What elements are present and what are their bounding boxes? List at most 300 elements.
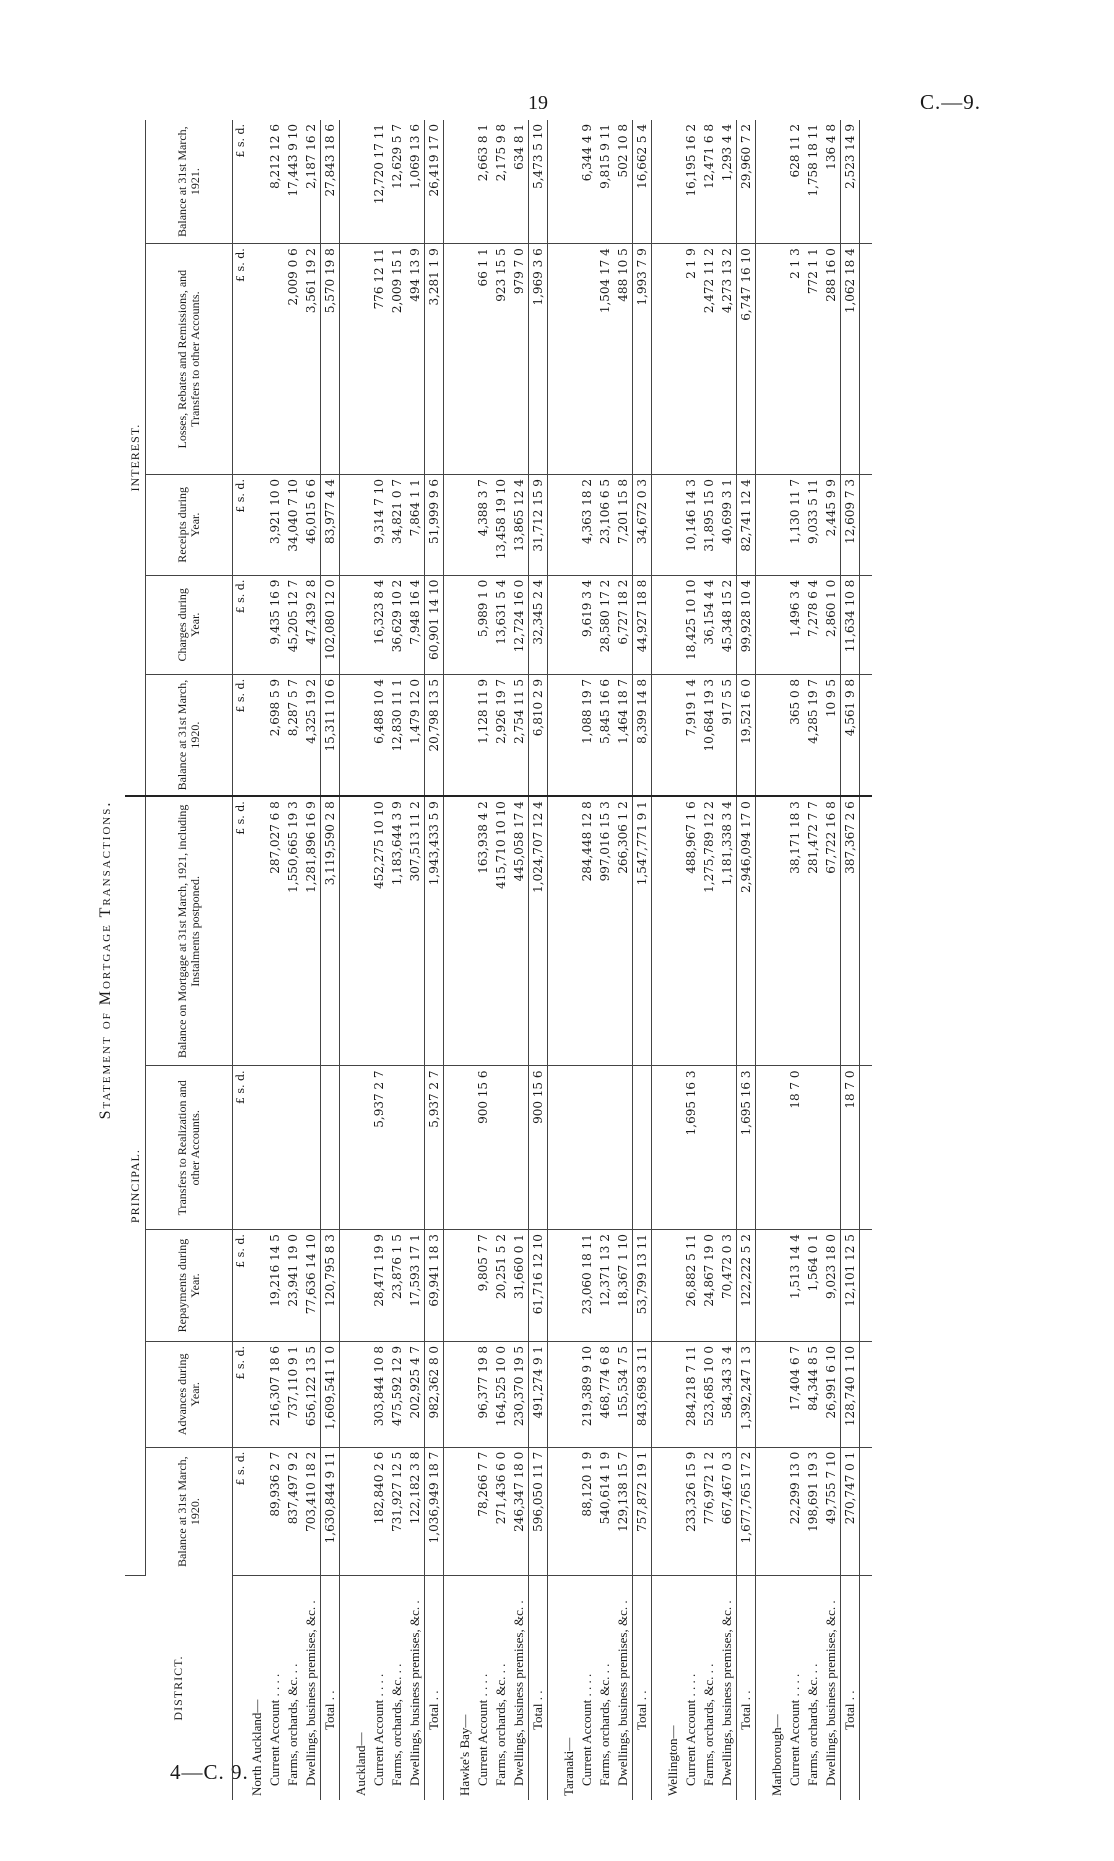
value-cell: 12,471 6 8 <box>700 120 718 244</box>
value-cell: 10 9 5 <box>822 674 841 796</box>
total-value-cell: 1,062 18 4 <box>841 244 860 475</box>
value-cell: 67,722 16 8 <box>822 796 841 1066</box>
row-label: Farms, orchards, &c. . . <box>493 1663 508 1786</box>
empty-cell <box>352 1447 370 1575</box>
spacer-cell <box>860 1341 873 1447</box>
total-row <box>321 120 340 1800</box>
total-value-cell: 6,810 2 9 <box>529 674 548 796</box>
value-cell: 1,088 19 7 <box>578 674 596 796</box>
value-cell: 2 1 3 <box>786 244 804 475</box>
spacer-cell <box>756 796 769 1066</box>
total-row <box>425 120 444 1800</box>
total-label: Total . . <box>529 1576 548 1801</box>
table-row <box>682 120 700 1800</box>
spacer-cell <box>860 475 873 576</box>
value-cell: 28,580 17 2 <box>596 575 614 674</box>
spacer-cell <box>444 575 457 674</box>
value-cell: 365 0 8 <box>786 674 804 796</box>
total-value-cell: 1,630,844 9 11 <box>321 1447 340 1575</box>
spacer-cell <box>756 1230 769 1342</box>
value-cell <box>266 244 284 475</box>
spacer-cell <box>548 475 561 576</box>
district-heading-row <box>560 120 578 1800</box>
district-name: Marlborough— <box>769 1714 784 1796</box>
empty-cell <box>560 1066 578 1230</box>
value-cell: 96,377 19 8 <box>474 1341 492 1447</box>
row-label: Current Account . . . . <box>579 1673 594 1786</box>
value-cell: 1,695 16 3 <box>682 1066 700 1230</box>
total-value-cell: 2,523 14 9 <box>841 120 860 244</box>
value-cell: 233,326 15 9 <box>682 1447 700 1575</box>
value-cell: 70,472 0 3 <box>718 1230 737 1342</box>
spacer-cell <box>548 575 561 674</box>
table-row <box>700 120 718 1800</box>
empty-cell <box>768 575 786 674</box>
value-cell: 284,448 12 8 <box>578 796 596 1066</box>
empty-cell <box>560 120 578 244</box>
value-cell: 18 7 0 <box>786 1066 804 1230</box>
value-cell: 2,663 8 1 <box>474 120 492 244</box>
spacer-cell <box>860 674 873 796</box>
value-cell: 634 8 1 <box>510 120 529 244</box>
spacer-cell <box>340 475 353 576</box>
header-receipts: Receipts during Year. <box>146 475 233 576</box>
value-cell: 16,195 16 2 <box>682 120 700 244</box>
value-cell: 230,370 19 5 <box>510 1341 529 1447</box>
value-cell: 415,710 10 10 <box>492 796 510 1066</box>
empty-cell <box>560 674 578 796</box>
value-cell: 703,410 18 2 <box>302 1447 321 1575</box>
total-value-cell: 3,119,590 2 8 <box>321 796 340 1066</box>
total-label: Total . . <box>737 1576 756 1801</box>
value-cell: 2,698 5 9 <box>266 674 284 796</box>
spacer-cell <box>756 674 769 796</box>
value-cell: 22,299 13 0 <box>786 1447 804 1575</box>
empty-cell <box>560 1447 578 1575</box>
total-value-cell: 4,561 9 8 <box>841 674 860 796</box>
total-value-cell: 1,024,707 12 4 <box>529 796 548 1066</box>
total-value-cell: 53,799 13 11 <box>633 1230 652 1342</box>
value-cell: 28,471 19 9 <box>370 1230 388 1342</box>
value-cell: 776,972 1 2 <box>700 1447 718 1575</box>
value-cell: 216,307 18 6 <box>266 1341 284 1447</box>
value-cell: 202,925 4 7 <box>406 1341 425 1447</box>
units-cell: £ s. d. <box>233 796 249 1066</box>
value-cell <box>302 1066 321 1230</box>
empty-cell <box>664 475 682 576</box>
value-cell: 66 1 1 <box>474 244 492 475</box>
value-cell: 4,325 19 2 <box>302 674 321 796</box>
value-cell <box>614 1066 633 1230</box>
spacer-cell <box>444 475 457 576</box>
units-row <box>233 120 249 1800</box>
empty-cell <box>768 1066 786 1230</box>
value-cell: 182,840 2 6 <box>370 1447 388 1575</box>
value-cell: 88,120 1 9 <box>578 1447 596 1575</box>
empty-cell <box>664 1066 682 1230</box>
empty-cell <box>768 796 786 1066</box>
value-cell: 13,865 12 4 <box>510 475 529 576</box>
value-cell: 40,699 3 1 <box>718 475 737 576</box>
value-cell: 12,830 11 1 <box>388 674 406 796</box>
row-label: Dwellings, business premises, &c. . <box>303 1600 318 1786</box>
spacer-cell <box>548 796 561 1066</box>
spacer-cell <box>444 1066 457 1230</box>
units-cell: £ s. d. <box>233 1447 249 1575</box>
value-cell <box>718 1066 737 1230</box>
total-value-cell: 12,609 7 3 <box>841 475 860 576</box>
total-value-cell: 1,943,433 5 9 <box>425 796 444 1066</box>
spacer-cell <box>340 1066 353 1230</box>
spacer-cell <box>340 1230 353 1342</box>
value-cell: 917 5 5 <box>718 674 737 796</box>
total-value-cell: 60,901 14 10 <box>425 575 444 674</box>
total-label: Total . . <box>841 1576 860 1801</box>
total-value-cell: 29,960 7 2 <box>737 120 756 244</box>
value-cell: 281,472 7 7 <box>804 796 822 1066</box>
spacer-cell <box>652 1066 665 1230</box>
table-row <box>614 120 633 1800</box>
empty-cell <box>456 244 474 475</box>
value-cell: 731,927 12 5 <box>388 1447 406 1575</box>
total-value-cell: 99,928 10 4 <box>737 575 756 674</box>
value-cell: 7,864 1 1 <box>406 475 425 576</box>
value-cell: 12,724 16 0 <box>510 575 529 674</box>
empty-cell <box>456 1230 474 1342</box>
row-label: Dwellings, business premises, &c. . <box>407 1600 422 1786</box>
empty-cell <box>456 475 474 576</box>
spacer-cell <box>652 575 665 674</box>
value-cell: 1,183,644 3 9 <box>388 796 406 1066</box>
value-cell <box>510 1066 529 1230</box>
value-cell: 1,564 0 1 <box>804 1230 822 1342</box>
total-value-cell: 11,634 10 8 <box>841 575 860 674</box>
value-cell: 1,130 11 7 <box>786 475 804 576</box>
value-cell: 36,629 10 2 <box>388 575 406 674</box>
value-cell: 584,343 3 4 <box>718 1341 737 1447</box>
spacer-cell <box>340 244 353 475</box>
value-cell: 8,212 12 6 <box>266 120 284 244</box>
total-value-cell: 1,695 16 3 <box>737 1066 756 1230</box>
spacer-cell <box>340 120 353 244</box>
spacer-cell <box>340 575 353 674</box>
total-value-cell: 1,547,771 9 1 <box>633 796 652 1066</box>
empty-cell <box>768 1341 786 1447</box>
spacer-cell <box>444 1447 457 1575</box>
total-value-cell: 387,367 2 6 <box>841 796 860 1066</box>
row-label: Farms, orchards, &c. . . <box>597 1663 612 1786</box>
empty-cell <box>248 120 266 244</box>
total-value-cell: 1,609,541 1 0 <box>321 1341 340 1447</box>
value-cell <box>578 1066 596 1230</box>
value-cell: 1,181,338 3 4 <box>718 796 737 1066</box>
value-cell: 19,216 14 5 <box>266 1230 284 1342</box>
empty-cell <box>248 1341 266 1447</box>
value-cell: 10,684 19 3 <box>700 674 718 796</box>
empty-cell <box>768 1447 786 1575</box>
row-label: Dwellings, business premises, &c. . <box>615 1600 630 1786</box>
empty-cell <box>456 1066 474 1230</box>
spacer-cell <box>548 244 561 475</box>
value-cell: 1,069 13 6 <box>406 120 425 244</box>
value-cell: 3,561 19 2 <box>302 244 321 475</box>
district-name: Hawke's Bay— <box>457 1714 472 1796</box>
total-value-cell: 982,362 8 0 <box>425 1341 444 1447</box>
value-cell <box>578 244 596 475</box>
value-cell: 923 15 5 <box>492 244 510 475</box>
spacer-row <box>444 120 457 1800</box>
empty-cell <box>664 674 682 796</box>
value-cell <box>266 1066 284 1230</box>
units-label <box>233 1576 249 1801</box>
empty-cell <box>560 1230 578 1342</box>
empty-cell <box>664 1341 682 1447</box>
value-cell <box>596 1066 614 1230</box>
value-cell: 17,593 17 1 <box>406 1230 425 1342</box>
empty-cell <box>456 1447 474 1575</box>
header-interest-balance-1920: Balance at 31st March, 1920. <box>146 674 233 796</box>
value-cell: 2,009 15 1 <box>388 244 406 475</box>
spacer-row <box>548 120 561 1800</box>
row-label: Dwellings, business premises, &c. . <box>511 1600 526 1786</box>
value-cell: 89,936 2 7 <box>266 1447 284 1575</box>
spacer-cell <box>756 1576 769 1801</box>
value-cell: 900 15 6 <box>474 1066 492 1230</box>
spacer-cell <box>444 1576 457 1801</box>
row-label: Current Account . . . . <box>475 1673 490 1786</box>
value-cell: 9,435 16 9 <box>266 575 284 674</box>
spacer-cell <box>860 120 873 244</box>
empty-cell <box>664 244 682 475</box>
empty-cell <box>456 120 474 244</box>
spacer-cell <box>548 674 561 796</box>
header-group-interest: INTEREST. <box>125 120 146 796</box>
row-label: Current Account . . . . <box>787 1673 802 1786</box>
value-cell: 2,860 1 0 <box>822 575 841 674</box>
district-name: Taranaki— <box>561 1737 576 1796</box>
spacer-cell <box>860 575 873 674</box>
spacer-cell <box>340 1341 353 1447</box>
table-body <box>233 120 873 1800</box>
empty-cell <box>352 1230 370 1342</box>
table-row <box>510 120 529 1800</box>
value-cell: 452,275 10 10 <box>370 796 388 1066</box>
value-cell: 23,876 1 5 <box>388 1230 406 1342</box>
empty-cell <box>248 1447 266 1575</box>
empty-cell <box>768 244 786 475</box>
spacer-row <box>652 120 665 1800</box>
value-cell: 155,534 7 5 <box>614 1341 633 1447</box>
district-heading-row <box>664 120 682 1800</box>
table-row <box>474 120 492 1800</box>
total-value-cell: 120,795 8 3 <box>321 1230 340 1342</box>
value-cell: 5,845 16 6 <box>596 674 614 796</box>
spacer-cell <box>548 1066 561 1230</box>
total-value-cell: 843,698 3 11 <box>633 1341 652 1447</box>
total-value-cell: 8,399 14 8 <box>633 674 652 796</box>
units-cell: £ s. d. <box>233 1341 249 1447</box>
value-cell <box>388 1066 406 1230</box>
total-value-cell: 15,311 10 6 <box>321 674 340 796</box>
value-cell: 31,895 15 0 <box>700 475 718 576</box>
total-value-cell: 102,080 12 0 <box>321 575 340 674</box>
district-name: Auckland— <box>353 1732 368 1796</box>
table-row <box>492 120 510 1800</box>
value-cell: 2 1 9 <box>682 244 700 475</box>
value-cell: 122,182 3 8 <box>406 1447 425 1575</box>
spacer-cell <box>652 244 665 475</box>
spacer-cell <box>652 475 665 576</box>
value-cell: 31,660 0 1 <box>510 1230 529 1342</box>
total-value-cell: 82,741 12 4 <box>737 475 756 576</box>
value-cell: 488,967 1 6 <box>682 796 700 1066</box>
total-value-cell: 26,419 17 0 <box>425 120 444 244</box>
total-value-cell <box>633 1066 652 1230</box>
spacer-cell <box>652 120 665 244</box>
total-value-cell: 270,747 0 1 <box>841 1447 860 1575</box>
spacer-row <box>340 120 353 1800</box>
empty-cell <box>456 575 474 674</box>
value-cell <box>492 1066 510 1230</box>
value-cell: 5,989 1 0 <box>474 575 492 674</box>
value-cell: 163,938 4 2 <box>474 796 492 1066</box>
total-row <box>737 120 756 1800</box>
spacer-cell <box>652 1341 665 1447</box>
total-value-cell: 128,740 1 10 <box>841 1341 860 1447</box>
total-value-cell: 51,999 9 6 <box>425 475 444 576</box>
empty-cell <box>352 1066 370 1230</box>
value-cell: 1,504 17 4 <box>596 244 614 475</box>
total-value-cell: 27,843 18 6 <box>321 120 340 244</box>
value-cell: 45,348 15 2 <box>718 575 737 674</box>
value-cell: 45,205 12 7 <box>284 575 302 674</box>
value-cell: 164,525 10 0 <box>492 1341 510 1447</box>
total-value-cell: 5,937 2 7 <box>425 1066 444 1230</box>
spacer-cell <box>548 1576 561 1801</box>
spacer-cell <box>444 1341 457 1447</box>
spacer-cell <box>444 674 457 796</box>
total-row <box>841 120 860 1800</box>
value-cell: 2,754 11 5 <box>510 674 529 796</box>
units-cell: £ s. d. <box>233 244 249 475</box>
table-row <box>578 120 596 1800</box>
value-cell: 468,774 6 8 <box>596 1341 614 1447</box>
total-value-cell: 32,345 2 4 <box>529 575 548 674</box>
header-interest-balance-1921: Balance at 31st March, 1921. <box>146 120 233 244</box>
value-cell: 49,755 7 10 <box>822 1447 841 1575</box>
table-row <box>284 120 302 1800</box>
value-cell: 303,844 10 8 <box>370 1341 388 1447</box>
spacer-cell <box>652 796 665 1066</box>
spacer-cell <box>652 674 665 796</box>
empty-cell <box>664 120 682 244</box>
total-value-cell: 34,672 0 3 <box>633 475 652 576</box>
value-cell: 1,128 11 9 <box>474 674 492 796</box>
row-label: Current Account . . . . <box>371 1673 386 1786</box>
spacer-row <box>860 120 873 1800</box>
table-row <box>388 120 406 1800</box>
empty-cell <box>352 1341 370 1447</box>
district-name: North Auckland— <box>249 1699 264 1796</box>
value-cell: 47,439 2 8 <box>302 575 321 674</box>
total-value-cell: 491,274 9 1 <box>529 1341 548 1447</box>
total-label: Total . . <box>425 1576 444 1801</box>
table-row <box>786 120 804 1800</box>
value-cell: 219,389 9 10 <box>578 1341 596 1447</box>
value-cell: 307,513 11 2 <box>406 796 425 1066</box>
total-row <box>529 120 548 1800</box>
row-label: Farms, orchards, &c. . . <box>389 1663 404 1786</box>
empty-cell <box>768 475 786 576</box>
value-cell: 1,281,896 16 9 <box>302 796 321 1066</box>
empty-cell <box>560 244 578 475</box>
value-cell: 1,275,789 12 2 <box>700 796 718 1066</box>
total-value-cell: 122,222 5 2 <box>737 1230 756 1342</box>
value-cell: 656,122 13 5 <box>302 1341 321 1447</box>
value-cell: 2,187 16 2 <box>302 120 321 244</box>
total-value-cell: 1,036,949 18 7 <box>425 1447 444 1575</box>
value-cell: 6,488 10 4 <box>370 674 388 796</box>
empty-cell <box>248 244 266 475</box>
value-cell: 9,314 7 10 <box>370 475 388 576</box>
empty-cell <box>248 475 266 576</box>
table-row <box>370 120 388 1800</box>
value-cell: 6,727 18 2 <box>614 575 633 674</box>
value-cell: 1,513 14 4 <box>786 1230 804 1342</box>
value-cell: 494 13 9 <box>406 244 425 475</box>
value-cell: 10,146 14 3 <box>682 475 700 576</box>
empty-cell <box>768 1230 786 1342</box>
header-losses: Losses, Rebates and Remissions, and Transfers to other Accounts. <box>146 244 233 475</box>
spacer-cell <box>860 1066 873 1230</box>
total-value-cell: 2,946,094 17 0 <box>737 796 756 1066</box>
value-cell: 34,821 0 7 <box>388 475 406 576</box>
value-cell: 17,443 9 10 <box>284 120 302 244</box>
spacer-cell <box>860 796 873 1066</box>
value-cell: 6,344 4 9 <box>578 120 596 244</box>
total-value-cell: 18 7 0 <box>841 1066 860 1230</box>
empty-cell <box>664 575 682 674</box>
value-cell: 1,479 12 0 <box>406 674 425 796</box>
value-cell: 271,436 6 0 <box>492 1447 510 1575</box>
empty-cell <box>248 796 266 1066</box>
value-cell: 2,445 9 9 <box>822 475 841 576</box>
total-value-cell: 5,473 5 10 <box>529 120 548 244</box>
total-value-cell: 596,050 11 7 <box>529 1447 548 1575</box>
table-row <box>302 120 321 1800</box>
spacer-cell <box>756 1066 769 1230</box>
sheet-reference: 4—C. 9. <box>170 1760 249 1784</box>
total-value-cell: 12,101 12 5 <box>841 1230 860 1342</box>
value-cell: 84,344 8 5 <box>804 1341 822 1447</box>
spacer-cell <box>652 1576 665 1801</box>
spacer-cell <box>756 244 769 475</box>
value-cell: 26,882 5 11 <box>682 1230 700 1342</box>
header-charges: Charges during Year. <box>146 575 233 674</box>
value-cell: 7,919 1 4 <box>682 674 700 796</box>
empty-cell <box>768 674 786 796</box>
value-cell: 288 16 0 <box>822 244 841 475</box>
value-cell: 1,550,665 19 3 <box>284 796 302 1066</box>
value-cell: 2,009 0 6 <box>284 244 302 475</box>
total-value-cell: 69,941 18 3 <box>425 1230 444 1342</box>
total-value-cell: 19,521 6 0 <box>737 674 756 796</box>
value-cell: 4,388 3 7 <box>474 475 492 576</box>
spacer-cell <box>756 1341 769 1447</box>
empty-cell <box>560 575 578 674</box>
empty-cell <box>560 475 578 576</box>
header-advances: Advances during Year. <box>146 1341 233 1447</box>
